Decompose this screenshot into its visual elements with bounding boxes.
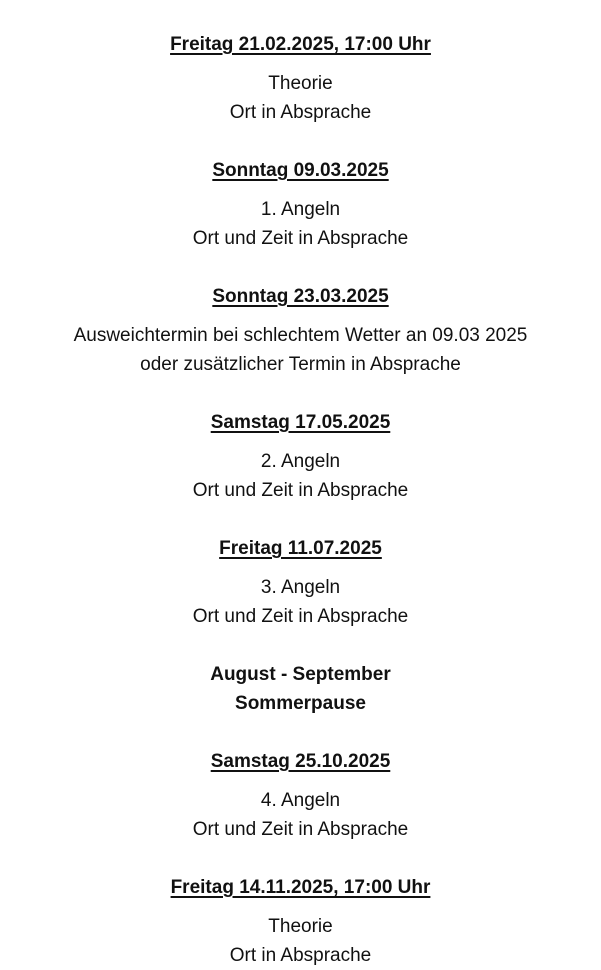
entry-line: Ort und Zeit in Absprache [192, 228, 409, 249]
entry-date: Freitag 11.07.2025 [219, 538, 382, 559]
entry-date: Freitag 14.11.2025, 17:00 Uhr [170, 877, 431, 898]
entry-line: Theorie [268, 73, 333, 94]
summer-break-label: Sommerpause [235, 693, 366, 714]
entry-date: Freitag 21.02.2025, 17:00 Uhr [170, 34, 431, 55]
entry-date: Samstag 17.05.2025 [210, 412, 391, 433]
entry-date: Sonntag 23.03.2025 [212, 286, 389, 307]
entry-line: Theorie [268, 916, 333, 937]
entry-line: 2. Angeln [260, 451, 341, 472]
entry-line: Ort und Zeit in Absprache [192, 819, 409, 840]
entry-line: Ort und Zeit in Absprache [192, 480, 409, 501]
entry-line: Ort und Zeit in Absprache [192, 606, 409, 627]
entry-line: Ort in Absprache [229, 102, 372, 123]
entry-line: Ort in Absprache [229, 945, 372, 966]
entry-line: 3. Angeln [260, 577, 341, 598]
entry-date: Sonntag 09.03.2025 [212, 160, 389, 181]
entry-date: Samstag 25.10.2025 [210, 751, 391, 772]
entry-line: 4. Angeln [260, 790, 341, 811]
entry-line: Ausweichtermin bei schlechtem Wetter an 09.03 2025 [73, 325, 528, 346]
summer-break-period: August - September [210, 664, 391, 685]
entry-line: 1. Angeln [260, 199, 341, 220]
entry-line: oder zusätzlicher Termin in Absprache [140, 354, 461, 375]
